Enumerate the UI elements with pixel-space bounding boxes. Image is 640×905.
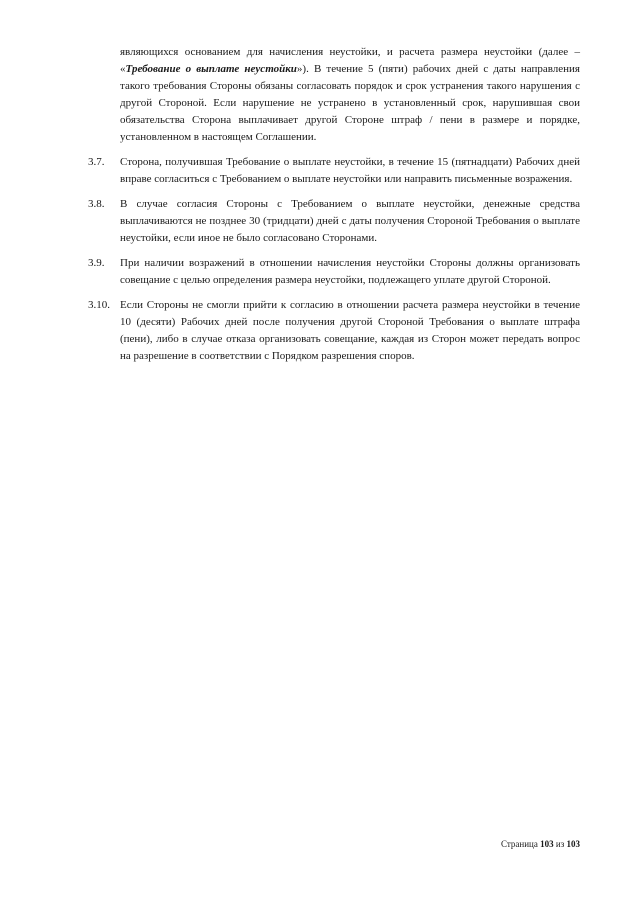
- clause-3-7: [88, 154, 580, 188]
- intro-text-after: »). В течение 5 (пяти) рабочих дней с даты направления такого требования Стороны обязаны согласовать порядок и срок устранения такого нарушения с другой Стороной. Если нарушение не устранено в установленный срок, нарушившая свои обязательства Сторона выплачивает другой Стороне штраф / пени в размере и порядке, установленном в настоящем Соглашении.: [120, 63, 580, 143]
- defined-term: Требование о выплате неустойки: [125, 63, 297, 75]
- intro-text-before: являющихся основанием для начисления неустойки, и расчета размера неустойки (далее – «: [120, 46, 580, 75]
- clause-3-10: [88, 297, 580, 365]
- page-label: Страница: [501, 839, 538, 849]
- clause-number: 3.7.: [88, 156, 105, 168]
- page-of-label: из: [555, 839, 565, 849]
- total-pages-number: 103: [566, 839, 580, 849]
- clause-number: 3.8.: [88, 198, 105, 210]
- clause-text: Если Стороны не смогли прийти к согласию в отношении расчета размера неустойки в течение 10 (десяти) Рабочих дней после получения другой Стороной Требования о выплате штрафа (пени), либо в случае отказа организовать совещание, каждая из Сторон может передать вопрос на разрешение в соответствии с Порядком разрешения споров.: [120, 299, 580, 362]
- clause-number: 3.9.: [88, 257, 105, 269]
- clause-number: 3.10.: [88, 299, 110, 311]
- clause-3-8: [88, 196, 580, 247]
- clause-text: В случае согласия Стороны с Требованием о выплате неустойки, денежные средства выплачиваются не позднее 30 (тридцати) дней с даты получения Стороной Требования о выплате неустойки, если иное не было согласовано Сторонами.: [120, 198, 580, 244]
- intro-paragraph: [120, 44, 580, 146]
- document-body: [88, 44, 580, 365]
- clause-3-9: [88, 255, 580, 289]
- current-page-number: 103: [540, 839, 554, 849]
- page-footer: [501, 838, 580, 850]
- clause-text: Сторона, получившая Требование о выплате неустойки, в течение 15 (пятнадцати) Рабочих дней вправе согласиться с Требованием о выплате неустойки или направить письменные возражения.: [120, 156, 580, 185]
- clause-text: При наличии возражений в отношении начисления неустойки Стороны должны организовать совещание с целью определения размера неустойки, подлежащего уплате другой Стороной.: [120, 257, 580, 286]
